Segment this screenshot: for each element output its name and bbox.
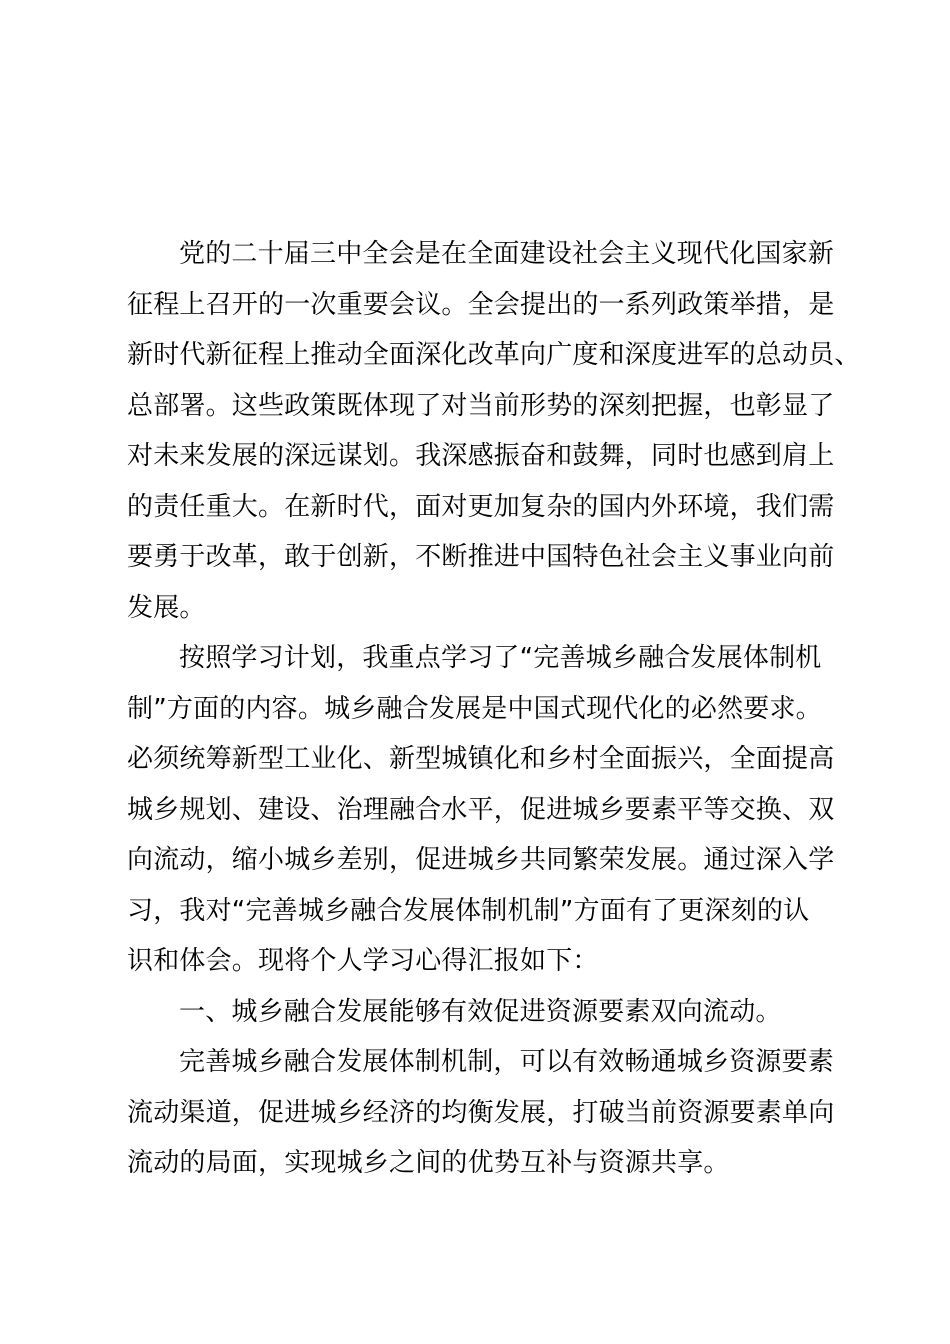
paragraph-line: 向流动，缩小城乡差别，促进城乡共同繁荣发展。通过深入学 (127, 845, 835, 875)
paragraph-line: 对未来发展的深远谋划。我深感振奋和鼓舞，同时也感到肩上 (127, 441, 835, 471)
paragraph-line: 发展。 (127, 592, 206, 623)
paragraph-line: 按照学习计划，我重点学习了“完善城乡融合发展体制机 (179, 643, 822, 673)
section-heading-1 (127, 987, 843, 1038)
paragraph-line: 党的二十届三中全会是在全面建设社会主义现代化国家新 (179, 239, 835, 269)
paragraph-line: 必须统筹新型工业化、新型城镇化和乡村全面振兴，全面提高 (127, 744, 835, 774)
paragraph-line: 流动渠道，促进城乡经济的均衡发展，打破当前资源要素单向 (127, 1097, 835, 1128)
paragraph-line: 征程上召开的一次重要会议。全会提出的一系列政策举措，是 (127, 289, 835, 320)
paragraph-1 (127, 229, 861, 633)
paragraph-line: 总部署。这些政策既体现了对当前形势的深刻把握，也彰显了 (127, 390, 835, 421)
document-body (127, 229, 861, 1189)
paragraph-line: 完善城乡融合发展体制机制，可以有效畅通城乡资源要素 (179, 1047, 835, 1077)
paragraph-line: 识和体会。现将个人学习心得汇报如下： (127, 946, 599, 976)
section-heading-line: 一、城乡融合发展能够有效促进资源要素双向流动。 (179, 996, 782, 1027)
paragraph-3 (127, 1037, 843, 1189)
paragraph-line: 流动的局面，实现城乡之间的优势互补与资源共享。 (127, 1148, 730, 1178)
paragraph-line: 新时代新征程上推动全面深化改革向广度和深度进军的总动员、 (127, 340, 861, 370)
paragraph-2 (127, 633, 843, 987)
paragraph-line: 习，我对“完善城乡融合发展体制机制”方面有了更深刻的认 (127, 895, 810, 926)
paragraph-line: 制”方面的内容。城乡融合发展是中国式现代化的必然要求。 (127, 693, 822, 724)
paragraph-line: 的责任重大。在新时代，面对更加复杂的国内外环境，我们需 (127, 491, 835, 522)
paragraph-line: 城乡规划、建设、治理融合水平，促进城乡要素平等交换、双 (127, 794, 835, 825)
paragraph-line: 要勇于改革，敢于创新，不断推进中国特色社会主义事业向前 (127, 542, 835, 572)
